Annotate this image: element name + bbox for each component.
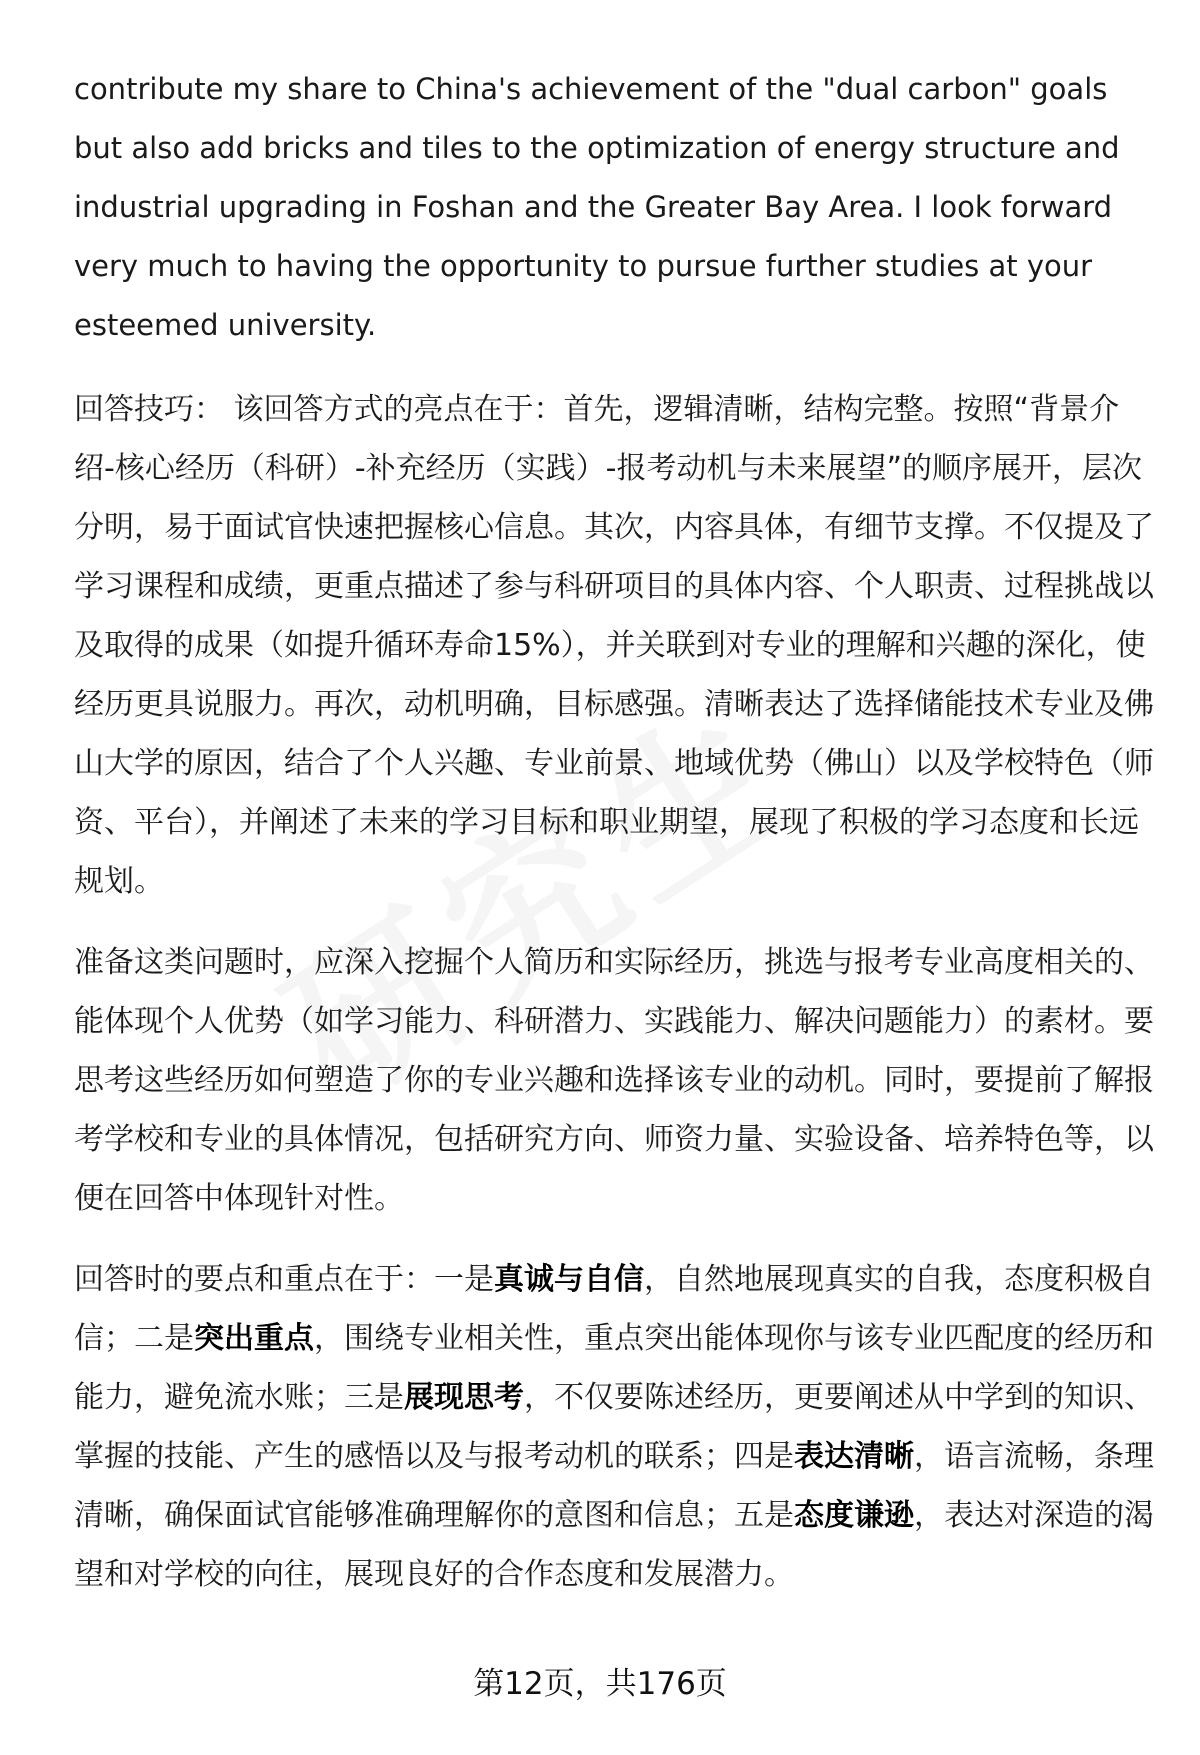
paragraph-key-points: [74, 1250, 1154, 1604]
key-point-sincerity: 真诚与自信: [494, 1262, 644, 1297]
key-points-text: ，围绕专业相关性，重点突出能体现你与该专业匹配度的经历和能力，避免流水账；三是: [74, 1321, 1154, 1415]
paragraph-preparation: 准备这类问题时，应深入挖掘个人简历和实际经历，挑选与报考专业高度相关的、能体现个人优势（如学习能力、科研潜力、实践能力、解决问题能力）的素材。要思考这些经历如何塑造了你的专业兴趣和选择该专业的动机。同时，要提前了解报考学校和专业的具体情况，包括研究方向、师资力量、实验设备、培养特色等，以便在回答中体现针对性。: [74, 945, 1154, 1216]
document-page: [74, 60, 1154, 1626]
page-number-footer: 第12页，共176页: [473, 1666, 727, 1702]
paragraph-english-closing: contribute my share to China's achievement of the "dual carbon" goals but also add bricks and tiles to the optimization of energy structure and industrial upgrading in Foshan and the Greater Bay Area. I look forward very much to having the opportunity to pursue further studies at your esteemed university.: [74, 72, 1120, 342]
key-point-thinking: 展现思考: [404, 1380, 524, 1415]
paragraph-answer-tips: 回答技巧： 该回答方式的亮点在于：首先，逻辑清晰，结构完整。按照“背景介绍-核心经历（科研）-补充经历（实践）-报考动机与未来展望”的顺序展开，层次分明，易于面试官快速把握核心信息。其次，内容具体，有细节支撑。不仅提及了学习课程和成绩，更重点描述了参与科研项目的具体内容、个人职责、过程挑战以及取得的成果（如提升循环寿命15%），并关联到对专业的理解和兴趣的深化，使经历更具说服力。再次，动机明确，目标感强。清晰表达了选择储能技术专业及佛山大学的原因，结合了个人兴趣、专业前景、地域优势（佛山）以及学校特色（师资、平台），并阐述了未来的学习目标和职业期望，展现了积极的学习态度和长远规划。: [74, 392, 1154, 899]
key-points-text: ，语言流畅，条理清晰，确保面试官能够准确理解你的意图和信息；五是: [74, 1439, 1154, 1533]
key-points-text: ，不仅要陈述经历，更要阐述从中学到的知识、掌握的技能、产生的感悟以及与报考动机的联系；四是: [74, 1380, 1154, 1474]
key-point-clarity: 表达清晰: [794, 1439, 914, 1474]
key-point-focus: 突出重点: [194, 1321, 314, 1356]
key-points-text: ，自然地展现真实的自我，态度积极自信；二是: [74, 1262, 1154, 1356]
key-points-text: 回答时的要点和重点在于：一是: [74, 1262, 494, 1297]
key-point-modesty: 态度谦逊: [794, 1498, 914, 1533]
key-points-text: ，表达对深造的渴望和对学校的向往，展现良好的合作态度和发展潜力。: [74, 1498, 1154, 1592]
